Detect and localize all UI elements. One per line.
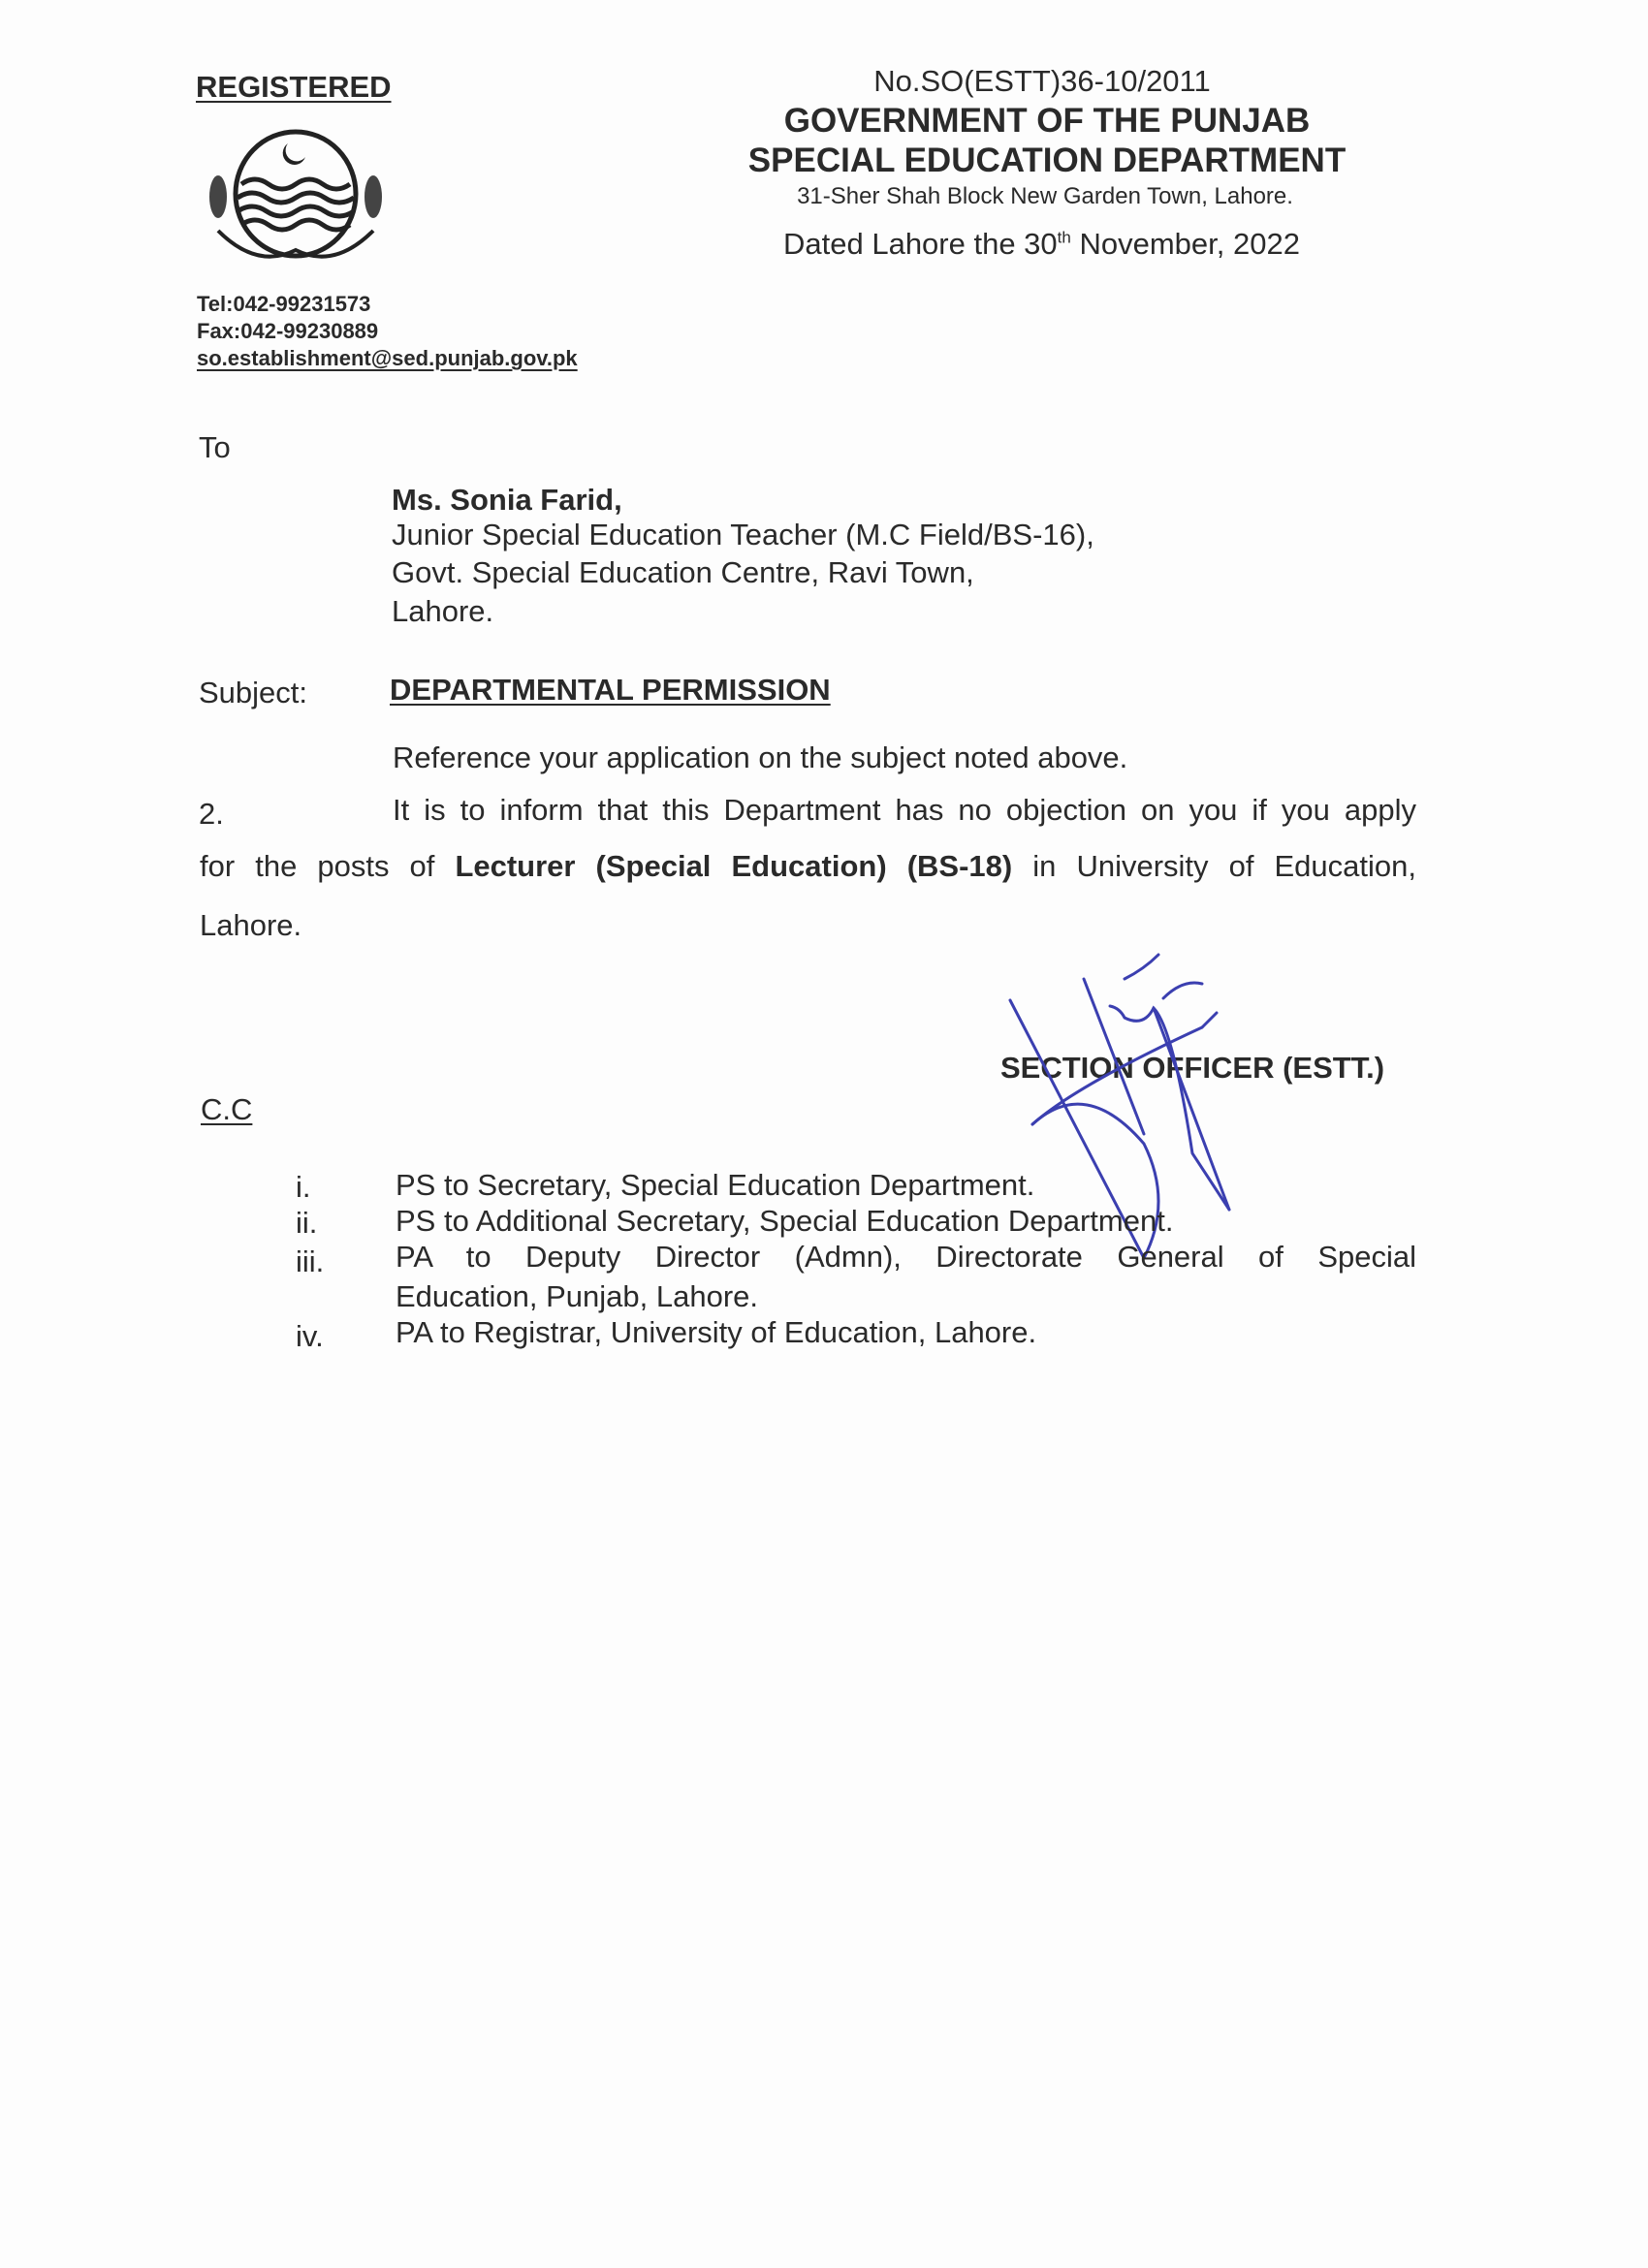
date-suffix-sup: th [1057,228,1071,247]
fax: Fax:042-99230889 [197,319,379,343]
paragraph-2-line-1: It is to inform that this Department has no objection on you if you apply [393,793,1416,827]
cc-item-number: iv. [296,1319,324,1353]
paragraph-1: Reference your application on the subject noted above. [393,740,1128,774]
date-prefix: Dated Lahore the 30 [783,227,1058,261]
text: for the posts of [200,849,456,883]
punjab-emblem-logo [199,124,393,269]
cc-item-text: PA to Deputy Director (Admn), Directorate General of Special [396,1240,1416,1274]
cc-item-number: ii. [296,1206,318,1240]
signatory-title: SECTION OFFICER (ESTT.) [1000,1051,1385,1085]
cc-item-number: iii. [296,1244,325,1278]
date-month-year: November, 2022 [1070,227,1300,261]
recipient-line: Govt. Special Education Centre, Ravi Town, [392,555,974,589]
department-heading: SPECIAL EDUCATION DEPARTMENT [747,142,1347,179]
letter-date [783,227,1300,262]
government-heading: GOVERNMENT OF THE PUNJAB [783,102,1311,140]
department-address: 31-Sher Shah Block New Garden Town, Lahore. [797,183,1293,209]
email-link[interactable]: so.establishment@sed.punjab.gov.pk [197,346,578,370]
cc-item-text: PS to Additional Secretary, Special Education Department. [396,1204,1174,1238]
subject-label: Subject: [199,676,308,709]
subject-title: DEPARTMENTAL PERMISSION [390,673,831,707]
registered-label: REGISTERED [196,70,392,104]
recipient-line: Junior Special Education Teacher (M.C Field/BS-16), [392,518,1094,551]
reference-number: No.SO(ESTT)36-10/2011 [873,64,1211,98]
to-label: To [199,430,231,464]
paragraph-2-line-2 [200,849,1416,884]
text: in University of Education, [1012,849,1416,883]
cc-item-text: PA to Registrar, University of Education, Lahore. [396,1315,1037,1349]
cc-label: C.C [201,1092,253,1126]
paragraph-2-number: 2. [199,797,224,831]
post-title: Lecturer (Special Education) (BS-18) [455,849,1013,883]
paragraph-2-line-3: Lahore. [200,908,302,942]
recipient-line: Lahore. [392,594,494,628]
recipient-name: Ms. Sonia Farid, [392,483,622,517]
cc-item-text: PS to Secretary, Special Education Department. [396,1168,1035,1202]
cc-item-text-continued: Education, Punjab, Lahore. [396,1279,758,1313]
cc-item-number: i. [296,1170,311,1204]
telephone: Tel:042-99231573 [197,292,371,316]
